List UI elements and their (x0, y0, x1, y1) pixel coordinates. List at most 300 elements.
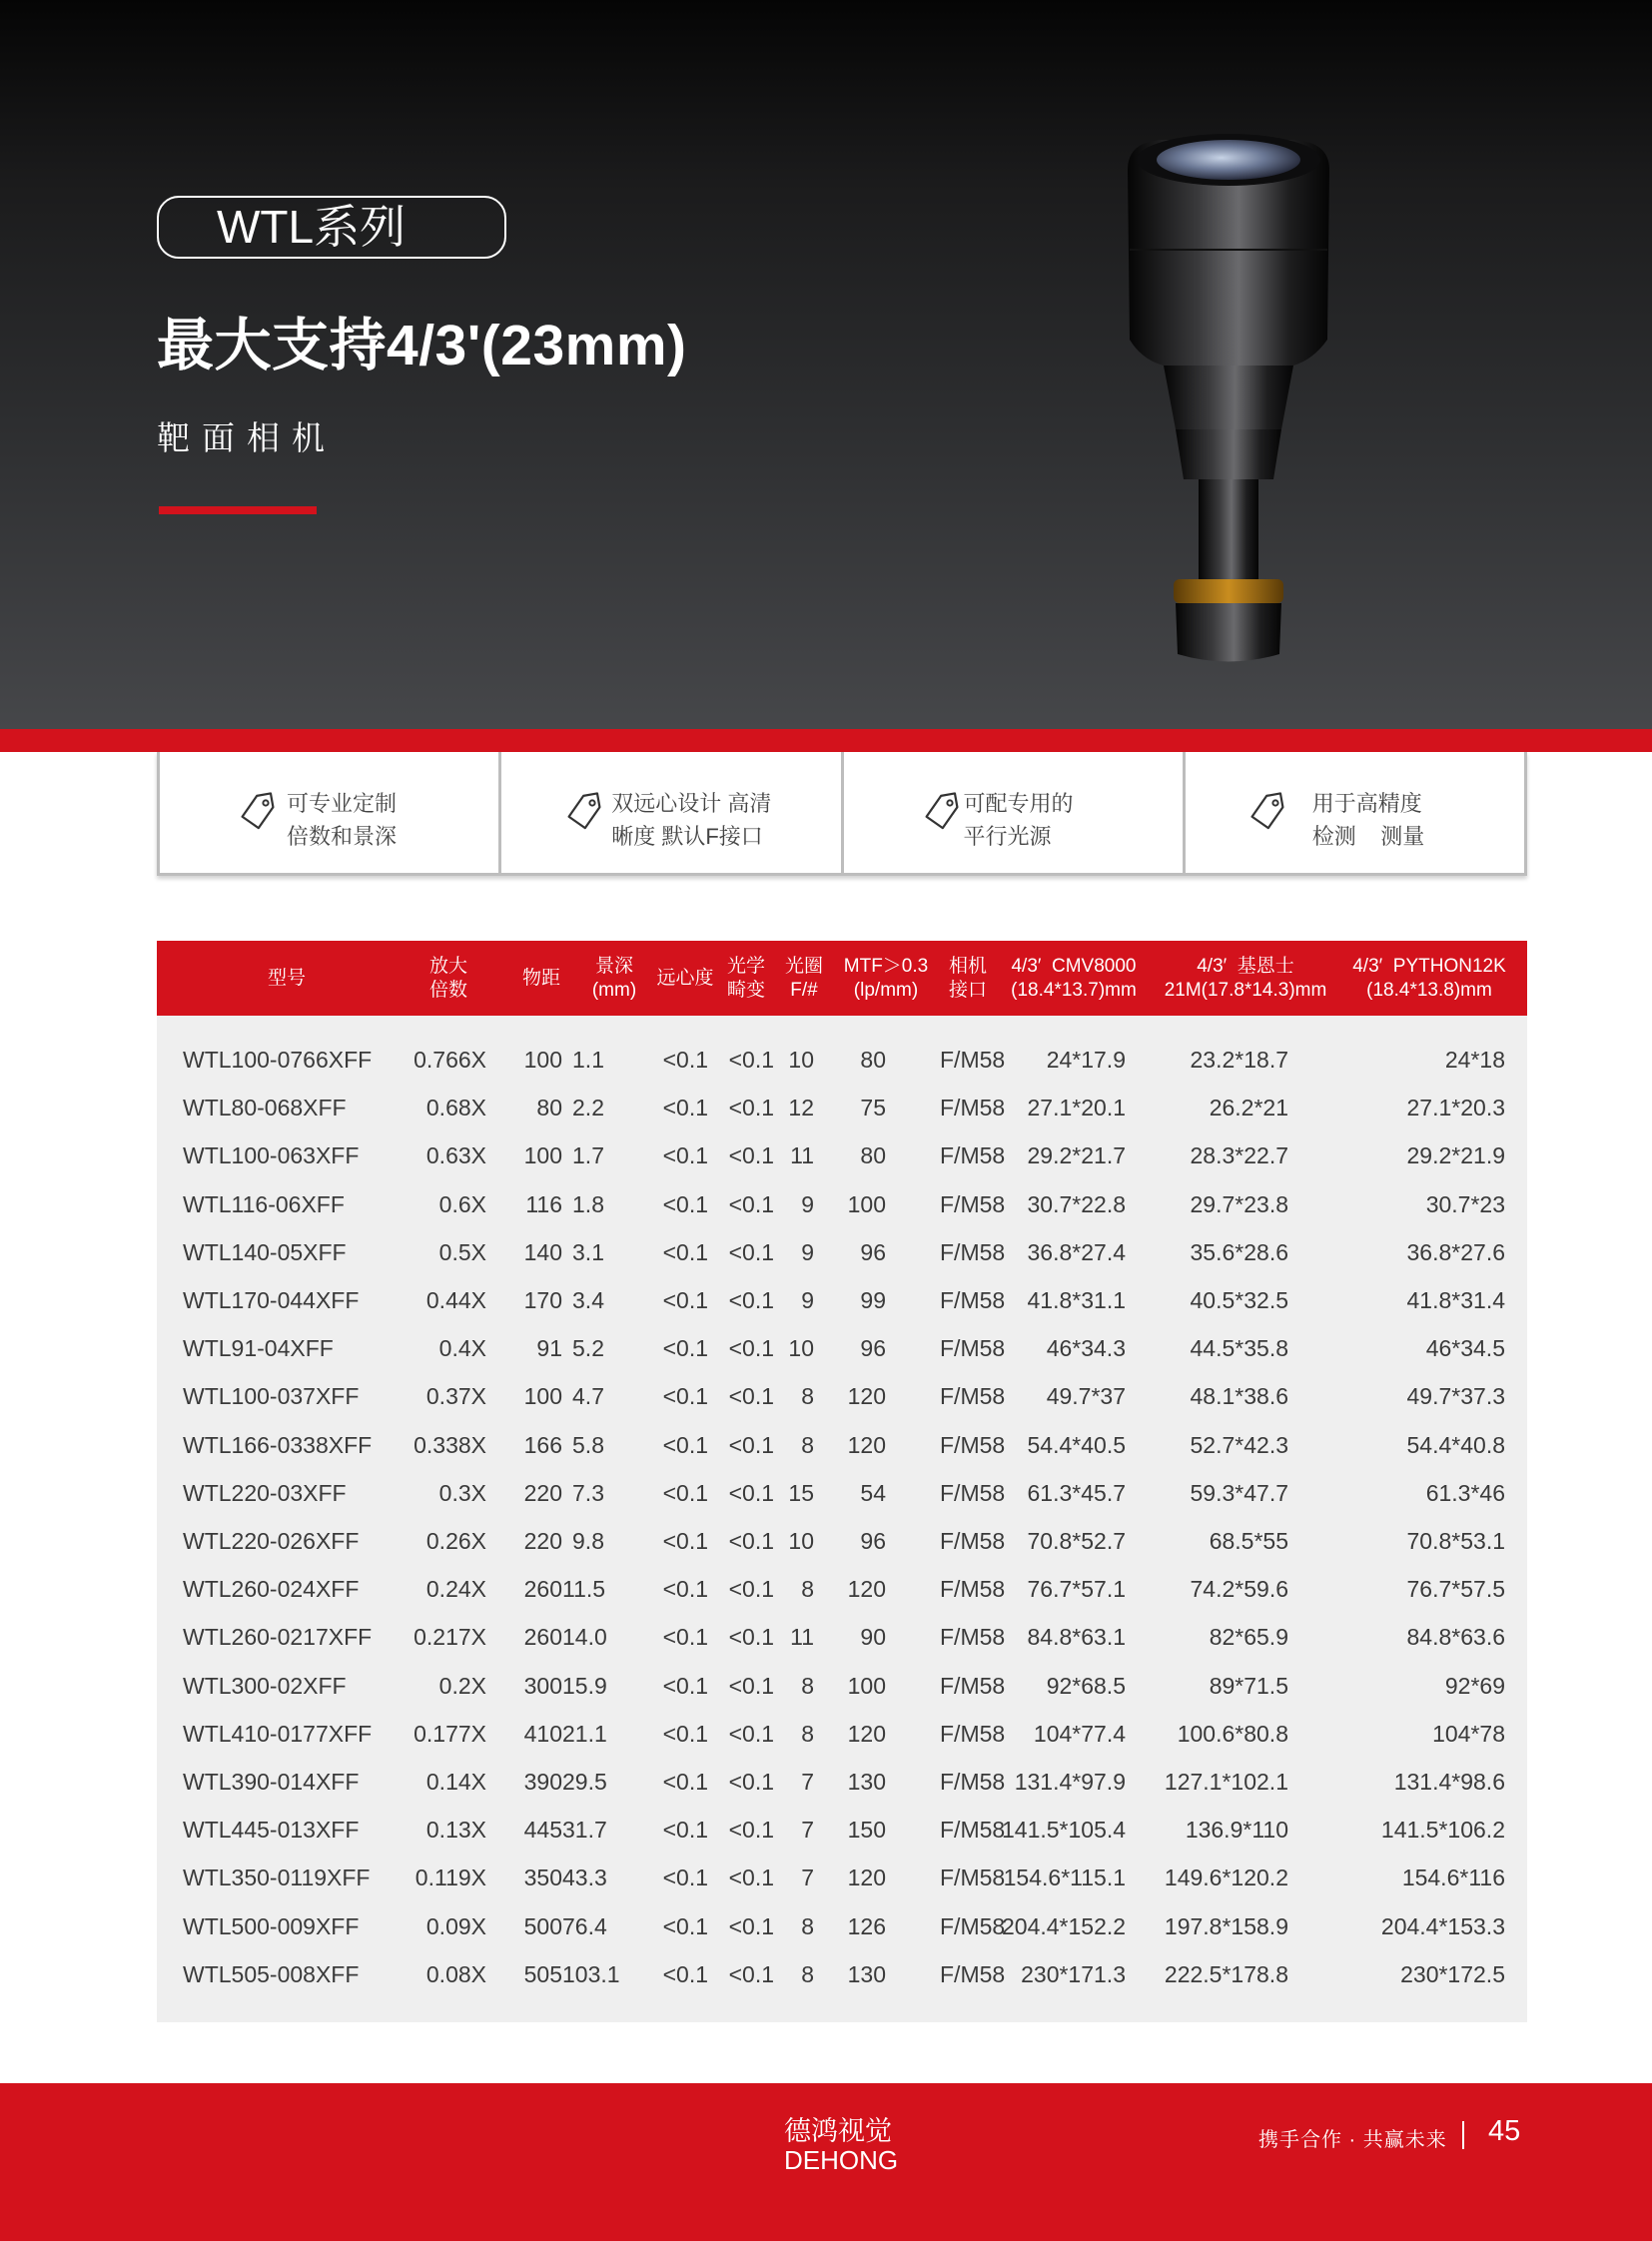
cell-distortion: <0.1 (728, 1095, 774, 1121)
cell-aperture: 10 (788, 1528, 814, 1554)
cell-working-distance: 390 (523, 1769, 562, 1795)
feature-card (498, 752, 840, 876)
cell-python12k: 36.8*27.6 (1406, 1238, 1505, 1265)
cell-depth-of-field: 29.5 (562, 1769, 607, 1795)
cell-python12k: 154.6*116 (1401, 1865, 1505, 1891)
table-row (157, 1806, 1527, 1854)
table-row (157, 1324, 1527, 1372)
cell-mount: F/M58 (940, 1142, 1006, 1169)
cell-magnification: 0.5X (438, 1238, 486, 1265)
cell-python12k: 54.4*40.8 (1406, 1431, 1505, 1458)
cell-cmv8000: 49.7*37 (1046, 1383, 1126, 1410)
cell-magnification: 0.14X (425, 1769, 486, 1795)
table-row (157, 1372, 1527, 1420)
cell-telecentricity: <0.1 (662, 1287, 708, 1313)
cell-telecentricity: <0.1 (662, 1960, 708, 1987)
cell-magnification: 0.6X (438, 1190, 486, 1217)
cell-mount: F/M58 (940, 1335, 1006, 1362)
cell-cmv8000: 29.2*21.7 (1027, 1142, 1126, 1169)
header-mtf: MTF＞0.3 (lp/mm) (843, 955, 929, 1001)
cell-distortion: <0.1 (728, 1624, 774, 1651)
cell-keyence: 26.2*21 (1209, 1095, 1288, 1121)
cell-mtf: 96 (860, 1335, 886, 1362)
cell-depth-of-field: 15.9 (562, 1672, 607, 1699)
cell-working-distance: 505 (523, 1960, 562, 1987)
cell-working-distance: 91 (536, 1335, 562, 1362)
cell-depth-of-field: 76.4 (562, 1912, 607, 1939)
cell-distortion: <0.1 (728, 1142, 774, 1169)
cell-python12k: 70.8*53.1 (1406, 1528, 1505, 1554)
cell-model: WTL100-063XFF (183, 1142, 360, 1169)
cell-depth-of-field: 4.7 (572, 1383, 604, 1410)
cell-distortion: <0.1 (728, 1287, 774, 1313)
cell-magnification: 0.37X (425, 1383, 486, 1410)
table-row (157, 1854, 1527, 1901)
cell-depth-of-field: 5.2 (572, 1335, 604, 1362)
cell-keyence: 23.2*18.7 (1190, 1047, 1288, 1073)
cell-cmv8000: 131.4*97.9 (1014, 1769, 1126, 1795)
tag-icon (922, 792, 962, 832)
cell-telecentricity: <0.1 (662, 1912, 708, 1939)
cell-mount: F/M58 (940, 1431, 1006, 1458)
cell-keyence: 82*65.9 (1209, 1624, 1288, 1651)
cell-mount: F/M58 (940, 1720, 1006, 1747)
cell-python12k: 104*78 (1432, 1720, 1505, 1747)
cell-magnification: 0.217X (413, 1624, 486, 1651)
cell-magnification: 0.13X (425, 1817, 486, 1844)
cell-model: WTL166-0338XFF (183, 1431, 373, 1458)
cell-model: WTL170-044XFF (183, 1287, 360, 1313)
cell-telecentricity: <0.1 (662, 1576, 708, 1603)
header-depth-of-field: 景深 (mm) (591, 955, 637, 1001)
cell-python12k: 204.4*153.3 (1380, 1912, 1505, 1939)
cell-cmv8000: 24*17.9 (1046, 1047, 1126, 1073)
feature-text: 用于高精度 检测 测量 (1311, 791, 1425, 849)
table-row (157, 1902, 1527, 1950)
cell-python12k: 141.5*106.2 (1380, 1817, 1505, 1844)
cell-keyence: 52.7*42.3 (1190, 1431, 1288, 1458)
cell-python12k: 61.3*46 (1425, 1479, 1505, 1506)
table-row (157, 1710, 1527, 1758)
cell-magnification: 0.338X (413, 1431, 486, 1458)
cell-mount: F/M58 (940, 1624, 1006, 1651)
header-telecentricity: 远心度 (656, 967, 714, 989)
cell-mtf: 150 (847, 1817, 886, 1844)
cell-working-distance: 116 (525, 1190, 562, 1217)
cell-aperture: 8 (801, 1960, 814, 1987)
cell-telecentricity: <0.1 (662, 1431, 708, 1458)
cell-mount: F/M58 (940, 1576, 1006, 1603)
cell-keyence: 74.2*59.6 (1190, 1576, 1288, 1603)
cell-aperture: 11 (790, 1624, 814, 1651)
cell-aperture: 7 (801, 1865, 814, 1891)
cell-keyence: 35.6*28.6 (1190, 1238, 1288, 1265)
accent-bar (159, 506, 317, 514)
cell-model: WTL220-03XFF (183, 1479, 347, 1506)
cell-mount: F/M58 (940, 1912, 1006, 1939)
cell-keyence: 89*71.5 (1209, 1672, 1288, 1699)
cell-magnification: 0.26X (425, 1528, 486, 1554)
cell-python12k: 24*18 (1444, 1047, 1505, 1073)
cell-distortion: <0.1 (728, 1479, 774, 1506)
cell-depth-of-field: 1.8 (572, 1190, 604, 1217)
cell-python12k: 131.4*98.6 (1393, 1769, 1505, 1795)
cell-working-distance: 300 (523, 1672, 562, 1699)
series-badge: WTL系列 (157, 196, 506, 259)
cell-telecentricity: <0.1 (662, 1383, 708, 1410)
cell-aperture: 8 (801, 1431, 814, 1458)
cell-mount: F/M58 (940, 1095, 1006, 1121)
cell-magnification: 0.2X (438, 1672, 486, 1699)
cell-keyence: 29.7*23.8 (1190, 1190, 1288, 1217)
cell-aperture: 15 (788, 1479, 814, 1506)
cell-cmv8000: 230*171.3 (1021, 1960, 1126, 1987)
cell-keyence: 149.6*120.2 (1164, 1865, 1288, 1891)
cell-aperture: 8 (801, 1576, 814, 1603)
footer (0, 2083, 1652, 2241)
cell-cmv8000: 141.5*105.4 (1002, 1817, 1127, 1844)
cell-mount: F/M58 (940, 1287, 1006, 1313)
cell-mtf: 80 (860, 1142, 886, 1169)
cell-magnification: 0.3X (438, 1479, 486, 1506)
cell-python12k: 41.8*31.4 (1406, 1287, 1505, 1313)
cell-distortion: <0.1 (728, 1335, 774, 1362)
cell-cmv8000: 84.8*63.1 (1027, 1624, 1126, 1651)
cell-mtf: 96 (860, 1528, 886, 1554)
brand-name-cn: 德鸿视觉 (784, 2116, 892, 2146)
hero-banner (0, 0, 1652, 729)
hero-subtitle: 靶面相机 (157, 419, 337, 456)
cell-magnification: 0.24X (425, 1576, 486, 1603)
cell-magnification: 0.4X (438, 1335, 486, 1362)
header-model: 型号 (267, 967, 306, 989)
cell-telecentricity: <0.1 (662, 1865, 708, 1891)
accent-band (0, 729, 1652, 752)
cell-magnification: 0.44X (425, 1287, 486, 1313)
cell-cmv8000: 76.7*57.1 (1027, 1576, 1126, 1603)
cell-python12k: 76.7*57.5 (1406, 1576, 1505, 1603)
brand-name-en: DEHONG (784, 2145, 899, 2175)
cell-telecentricity: <0.1 (662, 1528, 708, 1554)
cell-python12k: 49.7*37.3 (1406, 1383, 1505, 1410)
header-magnification: 放大 倍数 (428, 955, 467, 1001)
table-row (157, 1421, 1527, 1469)
tag-icon (564, 792, 604, 832)
cell-cmv8000: 104*77.4 (1033, 1720, 1126, 1747)
cell-working-distance: 100 (523, 1383, 562, 1410)
cell-mtf: 120 (847, 1576, 886, 1603)
cell-magnification: 0.63X (425, 1142, 486, 1169)
header-working-distance: 物距 (521, 967, 560, 989)
cell-depth-of-field: 1.7 (572, 1142, 604, 1169)
spec-table (157, 941, 1527, 2022)
cell-telecentricity: <0.1 (662, 1720, 708, 1747)
cell-working-distance: 100 (523, 1142, 562, 1169)
table-row (157, 1613, 1527, 1661)
cell-keyence: 28.3*22.7 (1190, 1142, 1288, 1169)
feature-card (841, 752, 1183, 876)
cell-working-distance: 500 (523, 1912, 562, 1939)
cell-mount: F/M58 (940, 1817, 1006, 1844)
cell-magnification: 0.68X (425, 1095, 486, 1121)
slogan: 携手合作 · 共赢未来 (1258, 2129, 1447, 2151)
cell-aperture: 8 (801, 1912, 814, 1939)
cell-model: WTL505-008XFF (183, 1960, 360, 1987)
table-row (157, 1469, 1527, 1517)
cell-mtf: 120 (847, 1431, 886, 1458)
cell-distortion: <0.1 (728, 1383, 774, 1410)
cell-working-distance: 260 (523, 1624, 562, 1651)
feature-card (157, 752, 498, 876)
cell-depth-of-field: 5.8 (572, 1431, 604, 1458)
lens-product-image (1114, 130, 1343, 669)
table-row (157, 1758, 1527, 1806)
cell-cmv8000: 204.4*152.2 (1002, 1912, 1127, 1939)
cell-working-distance: 260 (523, 1576, 562, 1603)
cell-keyence: 48.1*38.6 (1190, 1383, 1288, 1410)
cell-model: WTL350-0119XFF (183, 1865, 371, 1891)
tag-icon (1247, 792, 1287, 832)
cell-mount: F/M58 (940, 1865, 1006, 1891)
cell-telecentricity: <0.1 (662, 1142, 708, 1169)
cell-depth-of-field: 21.1 (562, 1720, 607, 1747)
cell-model: WTL100-037XFF (183, 1383, 360, 1410)
cell-mtf: 126 (847, 1912, 886, 1939)
cell-mtf: 130 (847, 1769, 886, 1795)
cell-telecentricity: <0.1 (662, 1190, 708, 1217)
cell-depth-of-field: 2.2 (572, 1095, 604, 1121)
cell-magnification: 0.08X (425, 1960, 486, 1987)
cell-distortion: <0.1 (728, 1238, 774, 1265)
cell-aperture: 9 (801, 1190, 814, 1217)
table-row (157, 1565, 1527, 1613)
cell-model: WTL91-04XFF (183, 1335, 334, 1362)
cell-aperture: 8 (801, 1720, 814, 1747)
cell-distortion: <0.1 (728, 1817, 774, 1844)
cell-model: WTL116-06XFF (183, 1190, 345, 1217)
cell-aperture: 7 (801, 1817, 814, 1844)
feature-text: 可专业定制 倍数和景深 (287, 791, 398, 849)
cell-cmv8000: 41.8*31.1 (1027, 1287, 1126, 1313)
cell-depth-of-field: 1.1 (572, 1047, 604, 1073)
cell-depth-of-field: 31.7 (562, 1817, 607, 1844)
cell-model: WTL410-0177XFF (183, 1720, 373, 1747)
cell-keyence: 127.1*102.1 (1164, 1769, 1288, 1795)
cell-cmv8000: 46*34.3 (1046, 1335, 1126, 1362)
cell-working-distance: 100 (523, 1047, 562, 1073)
cell-model: WTL445-013XFF (183, 1817, 360, 1844)
cell-telecentricity: <0.1 (662, 1817, 708, 1844)
cell-mount: F/M58 (940, 1383, 1006, 1410)
cell-distortion: <0.1 (728, 1769, 774, 1795)
cell-depth-of-field: 3.4 (572, 1287, 604, 1313)
cell-aperture: 9 (801, 1287, 814, 1313)
divider (1462, 2121, 1464, 2149)
cell-mtf: 100 (847, 1190, 886, 1217)
cell-mtf: 99 (860, 1287, 886, 1313)
cell-aperture: 9 (801, 1238, 814, 1265)
cell-keyence: 222.5*178.8 (1164, 1960, 1288, 1987)
cell-distortion: <0.1 (728, 1190, 774, 1217)
table-row (157, 1084, 1527, 1131)
cell-mtf: 120 (847, 1720, 886, 1747)
table-row (157, 1276, 1527, 1324)
header-cmv8000: 4/3′ CMV8000 (18.4*13.7)mm (1011, 955, 1137, 1001)
cell-model: WTL260-024XFF (183, 1576, 360, 1603)
cell-aperture: 7 (801, 1769, 814, 1795)
cell-mount: F/M58 (940, 1769, 1006, 1795)
cell-mount: F/M58 (940, 1479, 1006, 1506)
cell-python12k: 30.7*23 (1425, 1190, 1505, 1217)
cell-cmv8000: 54.4*40.5 (1027, 1431, 1126, 1458)
cell-python12k: 27.1*20.3 (1406, 1095, 1505, 1121)
feature-strip (157, 752, 1527, 876)
cell-telecentricity: <0.1 (662, 1672, 708, 1699)
cell-distortion: <0.1 (728, 1960, 774, 1987)
cell-cmv8000: 61.3*45.7 (1027, 1479, 1126, 1506)
cell-working-distance: 80 (536, 1095, 562, 1121)
cell-model: WTL390-014XFF (183, 1769, 360, 1795)
table-row (157, 1662, 1527, 1710)
cell-distortion: <0.1 (728, 1672, 774, 1699)
cell-mount: F/M58 (940, 1672, 1006, 1699)
cell-cmv8000: 30.7*22.8 (1027, 1190, 1126, 1217)
cell-mtf: 120 (847, 1383, 886, 1410)
cell-telecentricity: <0.1 (662, 1769, 708, 1795)
cell-working-distance: 220 (523, 1479, 562, 1506)
cell-cmv8000: 70.8*52.7 (1027, 1528, 1126, 1554)
cell-mount: F/M58 (940, 1960, 1006, 1987)
table-row (157, 1950, 1527, 1998)
cell-python12k: 46*34.5 (1425, 1335, 1505, 1362)
cell-model: WTL80-068XFF (183, 1095, 347, 1121)
cell-python12k: 29.2*21.9 (1406, 1142, 1505, 1169)
cell-keyence: 136.9*110 (1185, 1817, 1288, 1844)
cell-mtf: 96 (860, 1238, 886, 1265)
cell-depth-of-field: 9.8 (572, 1528, 604, 1554)
header-aperture: 光圈 F/# (784, 955, 823, 1001)
cell-telecentricity: <0.1 (662, 1095, 708, 1121)
cell-aperture: 12 (788, 1095, 814, 1121)
cell-distortion: <0.1 (728, 1720, 774, 1747)
cell-cmv8000: 27.1*20.1 (1027, 1095, 1126, 1121)
cell-working-distance: 166 (523, 1431, 562, 1458)
cell-cmv8000: 154.6*115.1 (1003, 1865, 1126, 1891)
header-distortion: 光学 畸变 (726, 955, 765, 1001)
table-row (157, 1228, 1527, 1276)
cell-mount: F/M58 (940, 1190, 1006, 1217)
hero-title: 最大支持4/3'(23mm) (157, 314, 687, 377)
cell-python12k: 230*172.5 (1400, 1960, 1505, 1987)
feature-text: 可配专用的 平行光源 (963, 791, 1074, 849)
header-mount: 相机 接口 (948, 955, 987, 1001)
cell-aperture: 8 (801, 1672, 814, 1699)
cell-cmv8000: 36.8*27.4 (1027, 1238, 1126, 1265)
cell-depth-of-field: 103.1 (562, 1960, 620, 1987)
cell-distortion: <0.1 (728, 1528, 774, 1554)
cell-keyence: 44.5*35.8 (1190, 1335, 1288, 1362)
cell-working-distance: 140 (523, 1238, 562, 1265)
cell-aperture: 8 (801, 1383, 814, 1410)
cell-mtf: 130 (847, 1960, 886, 1987)
cell-model: WTL220-026XFF (183, 1528, 360, 1554)
cell-keyence: 40.5*32.5 (1190, 1287, 1288, 1313)
cell-working-distance: 445 (523, 1817, 562, 1844)
cell-depth-of-field: 3.1 (572, 1238, 604, 1265)
cell-mtf: 90 (860, 1624, 886, 1651)
feature-card (1183, 752, 1527, 876)
cell-mtf: 75 (860, 1095, 886, 1121)
cell-keyence: 68.5*55 (1209, 1528, 1288, 1554)
cell-aperture: 10 (788, 1335, 814, 1362)
cell-telecentricity: <0.1 (662, 1335, 708, 1362)
cell-cmv8000: 92*68.5 (1046, 1672, 1126, 1699)
cell-depth-of-field: 14.0 (562, 1624, 607, 1651)
page-number: 45 (1488, 2115, 1521, 2147)
cell-mount: F/M58 (940, 1238, 1006, 1265)
cell-distortion: <0.1 (728, 1431, 774, 1458)
cell-keyence: 59.3*47.7 (1190, 1479, 1288, 1506)
cell-distortion: <0.1 (728, 1576, 774, 1603)
cell-magnification: 0.119X (414, 1865, 486, 1891)
cell-model: WTL260-0217XFF (183, 1624, 373, 1651)
table-row (157, 1517, 1527, 1565)
cell-model: WTL300-02XFF (183, 1672, 347, 1699)
cell-magnification: 0.177X (413, 1720, 486, 1747)
cell-distortion: <0.1 (728, 1047, 774, 1073)
cell-mtf: 120 (847, 1865, 886, 1891)
cell-python12k: 92*69 (1444, 1672, 1505, 1699)
cell-telecentricity: <0.1 (662, 1238, 708, 1265)
cell-aperture: 11 (790, 1142, 814, 1169)
cell-model: WTL140-05XFF (183, 1238, 347, 1265)
cell-mtf: 100 (847, 1672, 886, 1699)
cell-telecentricity: <0.1 (662, 1479, 708, 1506)
cell-keyence: 100.6*80.8 (1177, 1720, 1288, 1747)
cell-working-distance: 220 (523, 1528, 562, 1554)
cell-magnification: 0.766X (413, 1047, 486, 1073)
cell-keyence: 197.8*158.9 (1164, 1912, 1288, 1939)
cell-distortion: <0.1 (728, 1865, 774, 1891)
cell-distortion: <0.1 (728, 1912, 774, 1939)
cell-working-distance: 170 (523, 1287, 562, 1313)
feature-text: 双远心设计 高清 晰度 默认F接口 (611, 791, 772, 849)
table-row (157, 1131, 1527, 1179)
cell-working-distance: 350 (523, 1865, 562, 1891)
table-header (157, 941, 1527, 1016)
cell-working-distance: 410 (523, 1720, 562, 1747)
cell-model: WTL100-0766XFF (183, 1047, 373, 1073)
cell-mount: F/M58 (940, 1047, 1006, 1073)
cell-magnification: 0.09X (425, 1912, 486, 1939)
cell-aperture: 10 (788, 1047, 814, 1073)
cell-python12k: 84.8*63.6 (1406, 1624, 1505, 1651)
table-row (157, 1036, 1527, 1084)
cell-model: WTL500-009XFF (183, 1912, 360, 1939)
table-row (157, 1180, 1527, 1228)
header-python12k: 4/3′ PYTHON12K (18.4*13.8)mm (1352, 955, 1506, 1001)
cell-mount: F/M58 (940, 1528, 1006, 1554)
cell-depth-of-field: 43.3 (562, 1865, 607, 1891)
header-keyence: 4/3′ 基恩士 21M(17.8*14.3)mm (1164, 955, 1327, 1001)
cell-mtf: 54 (860, 1479, 886, 1506)
cell-mtf: 80 (860, 1047, 886, 1073)
cell-telecentricity: <0.1 (662, 1624, 708, 1651)
tag-icon (238, 792, 278, 832)
cell-depth-of-field: 7.3 (572, 1479, 604, 1506)
cell-telecentricity: <0.1 (662, 1047, 708, 1073)
cell-depth-of-field: 11.5 (562, 1576, 606, 1603)
